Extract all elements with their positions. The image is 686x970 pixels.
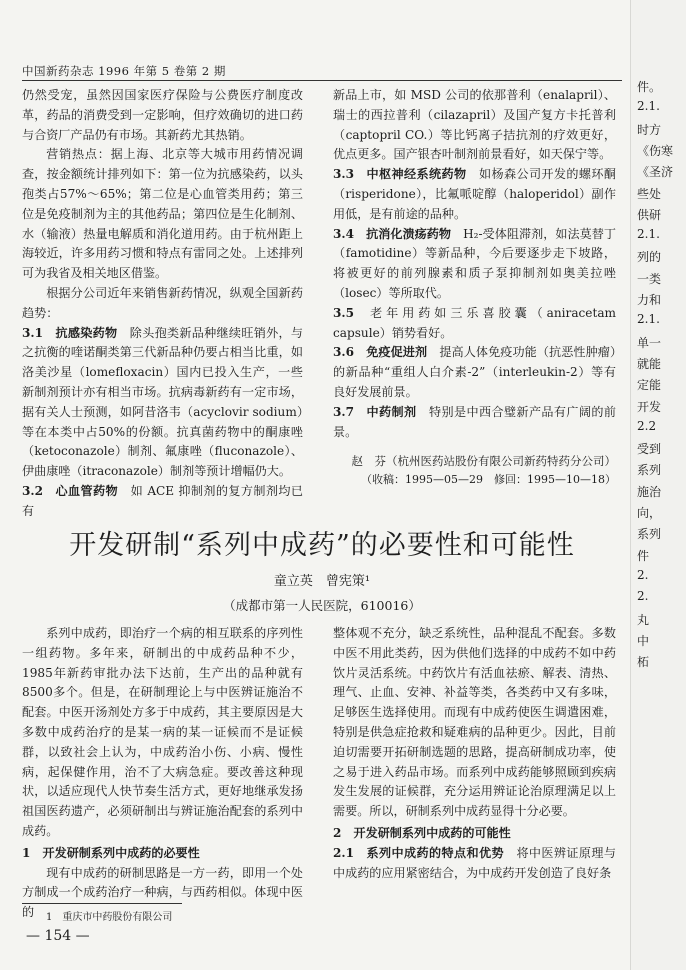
fragment-line: 列的 xyxy=(637,250,662,265)
article1-right-column xyxy=(333,86,616,489)
subsection-number: 3.5 xyxy=(333,305,355,320)
adjacent-page-fragment xyxy=(630,0,686,970)
subsection xyxy=(333,844,616,884)
subsection-number: 3.4 xyxy=(333,226,355,241)
subsection-heading: 抗感染药物 xyxy=(55,325,118,340)
fragment-line: 件 xyxy=(637,548,650,563)
subsection-text: 如杨森公司开发的螺环酮（risperidone），比氟哌啶醇（haloperidol）副作用低，是有前途的品种。 xyxy=(333,167,616,221)
article-authors: 童立英 曾宪策¹ xyxy=(273,574,371,589)
paragraph: 现有中成药的研制思路是一方一药，即用一个处方制成一个成药治疗一种病，与西药相似。体现中医的 xyxy=(22,865,303,920)
subsection xyxy=(333,225,616,304)
subsection-number: 2.1 xyxy=(333,845,355,860)
fragment-line: 2. xyxy=(637,567,649,582)
subsection-heading: 心血管药物 xyxy=(55,483,119,498)
subsection-text: 特别是中西合璧新产品有广阔的前景。 xyxy=(333,404,616,439)
paragraph: 整体观不充分，缺乏系统性，品种混乱不配套。多数中医不用此类药，因为供他们选择的中成药不如中药饮片灵活系统。中药饮片有活血祛瘀、解表、清热、理气、止血、安神、补益等类，各类药中又有多味，足够医生选择使用。而现有中成药使医生调遣困难，特别是供急症抢救和疑难病的品种更少。因此，目前迫切需要开拓研制选题的思路，提高研制成功率，使之易于进入药品市场。而系列中成药能够照顾到疾病发生发展的证候群，充分运用辨证论治原理满足以上需要。所以，研制系列中成药显得十分必要。 xyxy=(333,626,616,819)
subsection-text: 除头孢类新品种继续旺销外，与之抗衡的喹诺酮类第三代新品种仍要占相当比重，如洛美沙星（lomefloxacin）国内已投入生产，一些新制剂预计亦有相当市场。抗病毒新药有一定市场，据有关人士预测，如阿昔洛韦（acyclovir sodium）等在本类中占50%的份额。抗真菌药物中的酮康唑（ketoconazole）制剂、氟康唑（fluconazole）、伊曲康唑（itraconazole）制剂等预计增幅仍大。 xyxy=(22,325,303,479)
subsection-heading: 免疫促进剂 xyxy=(366,345,428,360)
fragment-line: 2.1. xyxy=(637,312,660,327)
fragment-line: 2.2 xyxy=(637,418,657,433)
subsection-text: 如 ACE 抑制剂的复方制剂均已有 xyxy=(22,483,303,518)
subsection xyxy=(22,324,303,482)
paragraph: 仍然受宠，虽然因国家医疗保险与公费医疗制度改革，药品的消费受到一定影响，但疗效确切的进口药与合资厂产品仍有市场。其新药尤其热销。 xyxy=(22,88,303,142)
fragment-line: 柘 xyxy=(637,655,650,670)
fragment-line: 《圣济 xyxy=(637,165,674,180)
footnote: 1 重庆市中药股份有限公司 xyxy=(46,912,173,923)
footnote-rule xyxy=(22,903,182,904)
subsection-text: 将中医辨证原理与中成药的应用紧密结合，为中成药开发创造了良好条 xyxy=(333,845,616,880)
fragment-line: 施治 xyxy=(637,484,662,499)
subsection-text: 提高人体免疫功能（抗恶性肿瘤）的新品种“重组人白介素-2”（interleukin-2）等有良好发展前景。 xyxy=(333,345,616,399)
subsection-number: 3.7 xyxy=(333,404,355,419)
fragment-line: 《伤寒 xyxy=(637,143,674,158)
author-signature: 赵 芬（杭州医药站股份有限公司新药特药分公司） xyxy=(351,454,616,469)
subsection-heading: 中药制剂 xyxy=(366,404,417,419)
subsection-number: 3.3 xyxy=(333,167,355,182)
paragraph: 营销热点：据上海、北京等大城市用药情况调查，按金额统计排列如下：第一位为抗感染药，以头孢类占57%～65%；第二位是心血管类用药；第三位是免疫制剂为主的其他药品；第四位是生化制剂、水（输液）热量电解质和消化道用药。由于杭州距上海较近，许多用药习惯和特点有雷同之处。上述排列可为我省及相关地区借鉴。 xyxy=(22,147,303,281)
section-heading: 2 开发研制系列中成药的可能性 xyxy=(333,825,511,840)
subsection xyxy=(333,343,616,402)
fragment-line: 件。 xyxy=(637,80,662,94)
journal-header: 中国新药杂志 1996 年第 5 卷第 2 期 xyxy=(22,64,226,78)
subsection-heading: 系列中成药的特点和优势 xyxy=(366,845,504,860)
article-affiliation: （成都市第一人民医院，610016） xyxy=(223,598,421,613)
subsection-heading: 抗消化溃疡药物 xyxy=(366,226,452,241)
subsection-number: 3.6 xyxy=(333,345,355,360)
fragment-line: 向， xyxy=(637,506,662,520)
subsection-number: 3.1 xyxy=(22,325,44,340)
fragment-line: 一类 xyxy=(637,271,662,286)
fragment-line: 就能 xyxy=(637,356,662,371)
fragment-line: 2. xyxy=(637,589,649,604)
subsection-text: H₂-受体阻滞剂，如法莫替丁（famotidine）等新品种，今后要逐步走下坡路，将被更好的前列腺素和质子泵抑制剂如奥美拉唑（losec）等所取代。 xyxy=(333,226,616,300)
paragraph: 根据分公司近年来销售新药情况，纵观全国新药趋势： xyxy=(22,285,303,320)
fragment-line: 受到 xyxy=(637,442,662,457)
fragment-line: 开发 xyxy=(637,399,662,414)
header-rule xyxy=(22,80,622,81)
subsection-number: 3.2 xyxy=(22,483,44,498)
page-number: — 154 — xyxy=(26,928,90,944)
subsection xyxy=(22,482,303,522)
fragment-line: 些处 xyxy=(637,186,662,201)
subsection-heading: 中枢神经系统药物 xyxy=(366,167,467,182)
fragment-line: 供研 xyxy=(637,207,662,222)
subsection xyxy=(333,165,616,224)
fragment-line: 系列 xyxy=(637,527,662,542)
paragraph: 系列中成药，即治疗一个病的相互联系的序列性一组药物。多年来，研制出的中成药品种不少，1985年新药审批办法下达前，生产出的品种就有8500多个。但是，在研制理论上与中医辨证施治不配套。中医开汤剂处方多于中成药，其主要原因是大多数中成药治疗的是某一病的某一证候而不是证候群，以致社会上认为，中成药治小伤、小病、慢性病，起保健作用，治不了大病急症。要改善这种现状，以适应现代人快节奏生活方式，更好地继承发扬祖国医药遗产，必须研制出与辨证施治配套的系列中成药。 xyxy=(22,626,303,838)
subsection xyxy=(333,304,616,344)
article1-left-column xyxy=(22,86,303,522)
article2-left-column xyxy=(22,624,303,923)
fragment-line: 丸 xyxy=(637,612,650,627)
fragment-line: 单一 xyxy=(637,335,662,350)
fragment-line: 时方 xyxy=(637,122,662,137)
article2-right-column xyxy=(333,624,616,883)
subsection-text: 老年用药如三乐喜胶囊（aniracetam capsule）销势看好。 xyxy=(333,305,616,340)
fragment-line: 定能 xyxy=(637,378,662,393)
article-title: 开发研制“系列中成药”的必要性和可能性 xyxy=(69,530,575,561)
fragment-line: 系列 xyxy=(637,463,662,478)
subsection xyxy=(333,403,616,443)
fragment-line: 2.1. xyxy=(637,99,660,114)
received-dates: （收稿：1995—05—29 修回：1995—10—18） xyxy=(361,473,616,487)
fragment-line: 2.1. xyxy=(637,227,660,242)
fragment-line: 中 xyxy=(637,633,650,648)
paragraph: 新品上市，如 MSD 公司的依那普利（enalapril）、瑞士的西拉普利（cilazapril）及国产复方卡托普利（captopril CO.）等比钙离子拮抗剂的疗效更好，优点更多。国产银杏叶制剂前景看好，如天保宁等。 xyxy=(333,88,616,162)
section-heading: 1 开发研制系列中成药的必要性 xyxy=(22,845,200,860)
fragment-line: 力和 xyxy=(637,293,662,307)
